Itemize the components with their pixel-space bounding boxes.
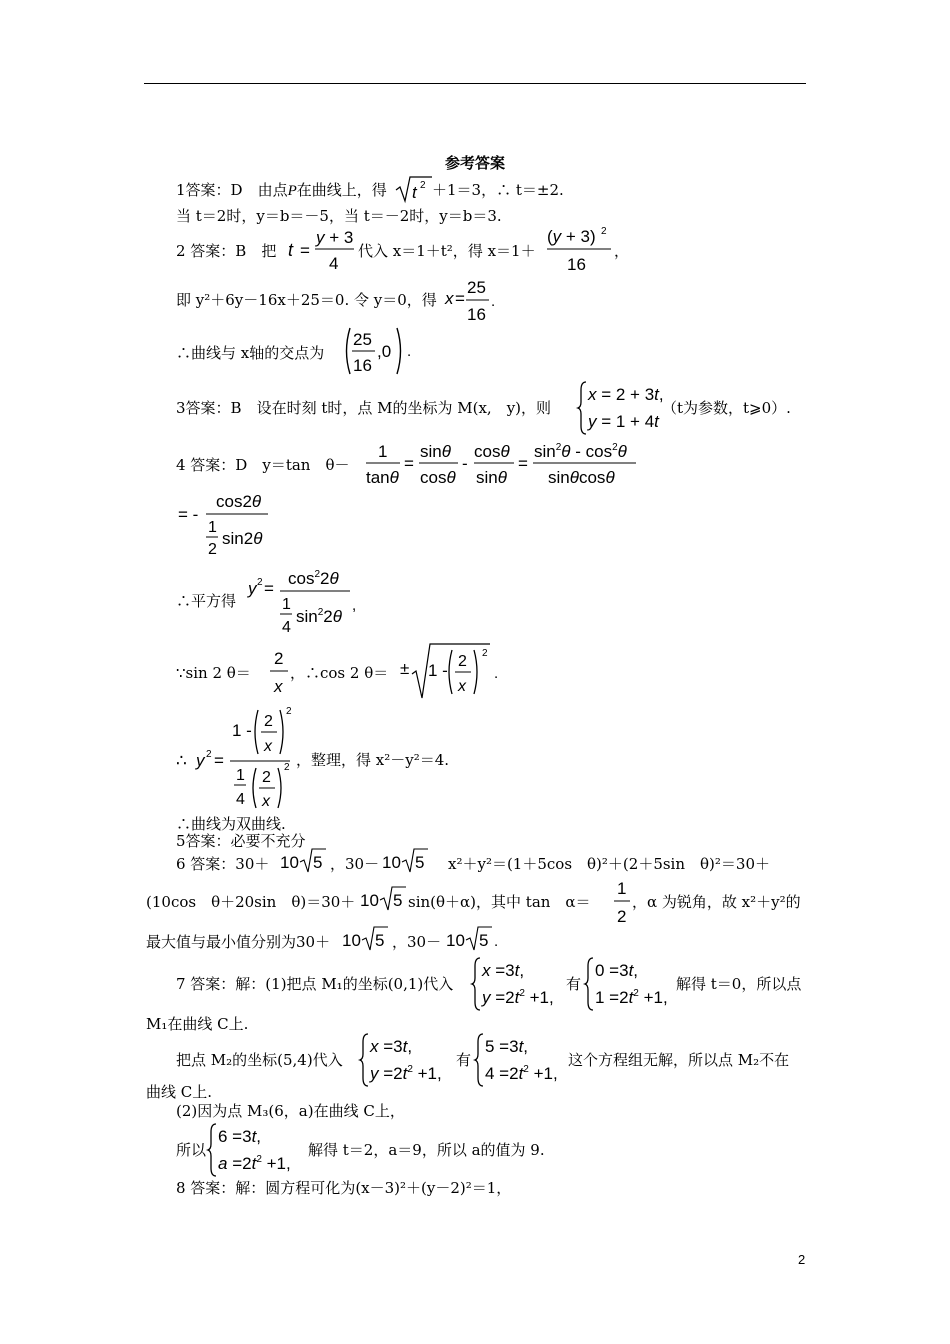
system-M3 [208,1122,300,1178]
svg-text:=: = [214,751,224,770]
svg-text:5: 5 [313,853,323,872]
ten-sqrt5-a [280,846,330,874]
svg-text:2: 2 [420,180,426,191]
answer-6-line2: (10cos θ＋20sin θ)＝30＋ [146,893,356,911]
pm-sqrt-expr [398,640,508,704]
answer-4-cos: ，∴cos 2 θ＝ [290,664,389,682]
svg-text:.: . [494,665,499,682]
svg-text:y =2t2 +1,: $y =2t^2 +1$, [482,988,554,1007]
svg-text:10: 10 [342,931,361,950]
frac-25-16 [445,276,495,324]
svg-text:16: 16 [467,305,486,324]
svg-text:tanθ: tanθ [366,468,399,487]
svg-text:y: y [248,579,257,598]
point-25-16-0 [343,326,413,378]
page-title: 参考答案 [444,154,505,172]
svg-text:x: x [274,677,283,696]
answer-7-nosolution: 这个方程组无解，所以点 M₂不在 [568,1051,790,1069]
system-M2 [475,1032,567,1088]
svg-text:sinθcosθ: sinθcosθ [548,468,615,487]
svg-text:(y + 3): (y + 3) [547,227,596,246]
svg-text:.: . [407,343,412,360]
ten-sqrt5-c [360,884,410,912]
svg-text:t: t [412,183,417,202]
svg-text:10: 10 [382,853,401,872]
svg-text:2: 2 [617,907,627,926]
svg-text:sin2θ - cos2θ: $\sin^2\theta - \cos^2\theta$ [534,442,627,461]
answer-2-sub: 代入 x＝1＋t²，得 x＝1＋ [358,242,536,260]
svg-text:2: 2 [274,649,284,668]
svg-text:,0: ,0 [377,342,392,361]
svg-text:a =2t2 +1,: $a =2t^2 +1$, [218,1154,291,1173]
svg-text:x: x [262,793,270,810]
svg-text:2: 2 [257,577,263,588]
ten-sqrt5-e [446,924,502,952]
ten-sqrt5-d [342,924,392,952]
svg-text:cosθ: cosθ [420,468,456,487]
svg-text:=: = [404,454,414,473]
svg-text:2: 2 [284,762,290,773]
svg-text:1: 1 [208,519,217,536]
answer-1-line2: 当 t＝2时，y＝b＝－5，当 t＝－2时，y＝b＝3. [176,207,502,225]
svg-text:16: 16 [567,255,586,274]
tan-identity [364,438,644,490]
svg-text:2: 2 [601,226,607,237]
svg-text:=: = [518,454,528,473]
answer-4-line: 4 答案：D y＝tan θ－ [176,456,350,474]
svg-text:∴: ∴ [176,751,187,770]
system-M1 [585,956,675,1012]
header-rule [144,83,806,84]
svg-text:5: 5 [375,931,385,950]
answer-8-line: 8 答案：解：圆方程可化为(x－3)²＋(y－2)²＝1， [176,1179,512,1197]
svg-text:1 -: 1 - [428,661,448,680]
answer-4-result: ，整理，得 x²－y²＝4. [296,751,450,769]
system-curve-C-1 [472,956,562,1012]
svg-text:1: 1 [282,596,291,613]
answer-7-line: 7 答案：解：(1)把点 M₁的坐标(0,1)代入 [176,975,454,993]
answer-6-line3: 最大值与最小值分别为30＋ [146,933,331,951]
svg-text:-: - [462,454,468,473]
svg-text:sin2θ: sin2θ [222,529,263,548]
svg-text:5: 5 [393,891,403,910]
you-word-2: 有 [456,1051,472,1069]
svg-text:.: . [491,293,496,310]
svg-text:1: 1 [236,767,245,784]
svg-text:5: 5 [415,853,425,872]
svg-text:4 =2t2 +1,: $4 =2t^2 +1$, [485,1064,558,1083]
svg-text:10: 10 [360,891,379,910]
svg-text:x: x [458,678,466,695]
svg-text:x: x [264,738,272,755]
answer-7-final: 解得 t＝2，a＝9，所以 a的值为 9. [308,1141,545,1159]
page-number: 2 [798,1252,806,1267]
svg-text:cos22θ: $\cos^22\theta$ [288,569,339,588]
answer-7-line2: M₁在曲线 C上. [146,1015,249,1033]
answer-6-line: 6 答案：30＋ [176,855,270,873]
answer-1-result: ＋1＝3，∴ t＝±2. [432,181,564,199]
svg-text:sinθ: sinθ [420,442,451,461]
svg-text:0 =3t,: 0 =3t, [595,961,639,980]
answer-4-square: ∴平方得 [176,592,237,610]
svg-text:cosθ: cosθ [474,442,510,461]
svg-text:x = 2 + 3t,: x = 2 + 3t, [588,385,664,404]
svg-text:16: 16 [353,356,372,375]
svg-text:6 =3t,: 6 =3t, [218,1127,262,1146]
svg-text:5 =3t,: 5 =3t, [485,1037,529,1056]
svg-text:y =2t2 +1,: $y =2t^2 +1$, [370,1064,442,1083]
svg-text:x =3t,: x =3t, [370,1037,413,1056]
svg-text:,: , [352,597,357,614]
svg-text:2: 2 [208,541,217,558]
svg-text:x: x [445,289,454,308]
frac-2-x [268,646,292,698]
answer-2-line: 2 答案：B 把 [176,242,277,260]
svg-text:.: . [494,933,499,950]
answer-2-line3: ∴曲线与 x轴的交点为 [176,344,325,362]
svg-text:2: 2 [458,653,467,670]
svg-text:25: 25 [353,330,372,349]
svg-text:5: 5 [479,931,489,950]
you-word: 有 [566,975,582,993]
answer-3-line: 3答案：B 设在时刻 t时，点 M的坐标为 M(x, y)，则 [176,399,552,417]
svg-text:±: ± [400,659,410,678]
svg-text:1 =2t2 +1,: $1 =2t^2 +1$, [595,988,668,1007]
y2-final-expr [176,700,294,816]
svg-text:10: 10 [446,931,465,950]
frac-1-2 [612,876,634,928]
ten-sqrt5-b [382,846,432,874]
svg-text:y + 3: y + 3 [316,228,354,247]
neg-cos-over-half-sin [176,490,286,560]
svg-text:2: 2 [262,769,271,786]
answer-7-line3: 把点 M₂的坐标(5,4)代入 [176,1051,343,1069]
svg-text:t: t [288,240,294,260]
frac-y3-4 [286,226,356,274]
svg-text:4: 4 [236,791,245,808]
svg-text:1: 1 [617,879,627,898]
svg-text:=: = [300,241,310,260]
answer-4-sin: ∵sin 2 θ＝ [176,664,251,682]
answer-6-sep: ，30－ [392,933,442,951]
answer-7-line4: 曲线 C上. [146,1083,213,1101]
svg-text:1: 1 [378,442,388,461]
answer-4-end: ∴曲线为双曲线. [176,815,286,833]
answer-6-min: ，30－ [330,855,380,873]
answer-5-line: 5答案：必要不充分 [176,832,306,850]
svg-text:2: 2 [286,706,292,717]
svg-text:=: = [264,579,274,598]
svg-text:cos2θ: cos2θ [216,492,262,511]
answer-7-so: 所以 [176,1141,207,1159]
svg-text:=: = [455,289,465,308]
svg-text:2: 2 [206,749,212,760]
svg-text:1 -: 1 - [232,721,252,740]
y2-eq [246,566,366,638]
svg-text:4: 4 [329,254,339,273]
answer-3-param: （t为参数，t⩾0）. [662,399,791,417]
answer-2-line2: 即 y²＋6y－16x＋25＝0. 令 y＝0，得 [176,291,437,309]
svg-text:y = 1 + 4t: y = 1 + 4t [588,412,659,431]
svg-text:25: 25 [467,278,486,297]
svg-text:x =3t,: x =3t, [482,961,525,980]
svg-text:y: y [196,751,205,770]
comma: ， [614,242,630,260]
answer-6-acute: ，α 为锐角，故 x²＋y²的 [632,893,801,911]
svg-text:10: 10 [280,853,299,872]
svg-text:4: 4 [282,619,291,636]
frac-y3sq-16 [545,224,615,276]
answer-1-line: 1答案：D 由点P在曲线上，得 [176,181,387,199]
answer-7-solution: 解得 t＝0，所以点 [676,975,802,993]
svg-text:sinθ: sinθ [476,468,507,487]
answer-6-tan: sin(θ＋α)，其中 tan α＝ [408,893,591,911]
answer-6-calc: x²＋y²＝(1＋5cos θ)²＋(2＋5sin θ)²＝30＋ [448,855,771,873]
system-curve-C-2 [360,1032,450,1088]
svg-text:= -: = - [178,505,199,524]
system-x-y-t [578,380,668,436]
svg-text:2: 2 [264,713,273,730]
svg-text:sin22θ: $\sin^22\theta$ [296,607,342,626]
answer-7-part2: (2)因为点 M₃(6，a)在曲线 C上， [176,1102,405,1120]
svg-text:2: 2 [482,648,488,659]
sqrt-t2 [394,174,434,204]
